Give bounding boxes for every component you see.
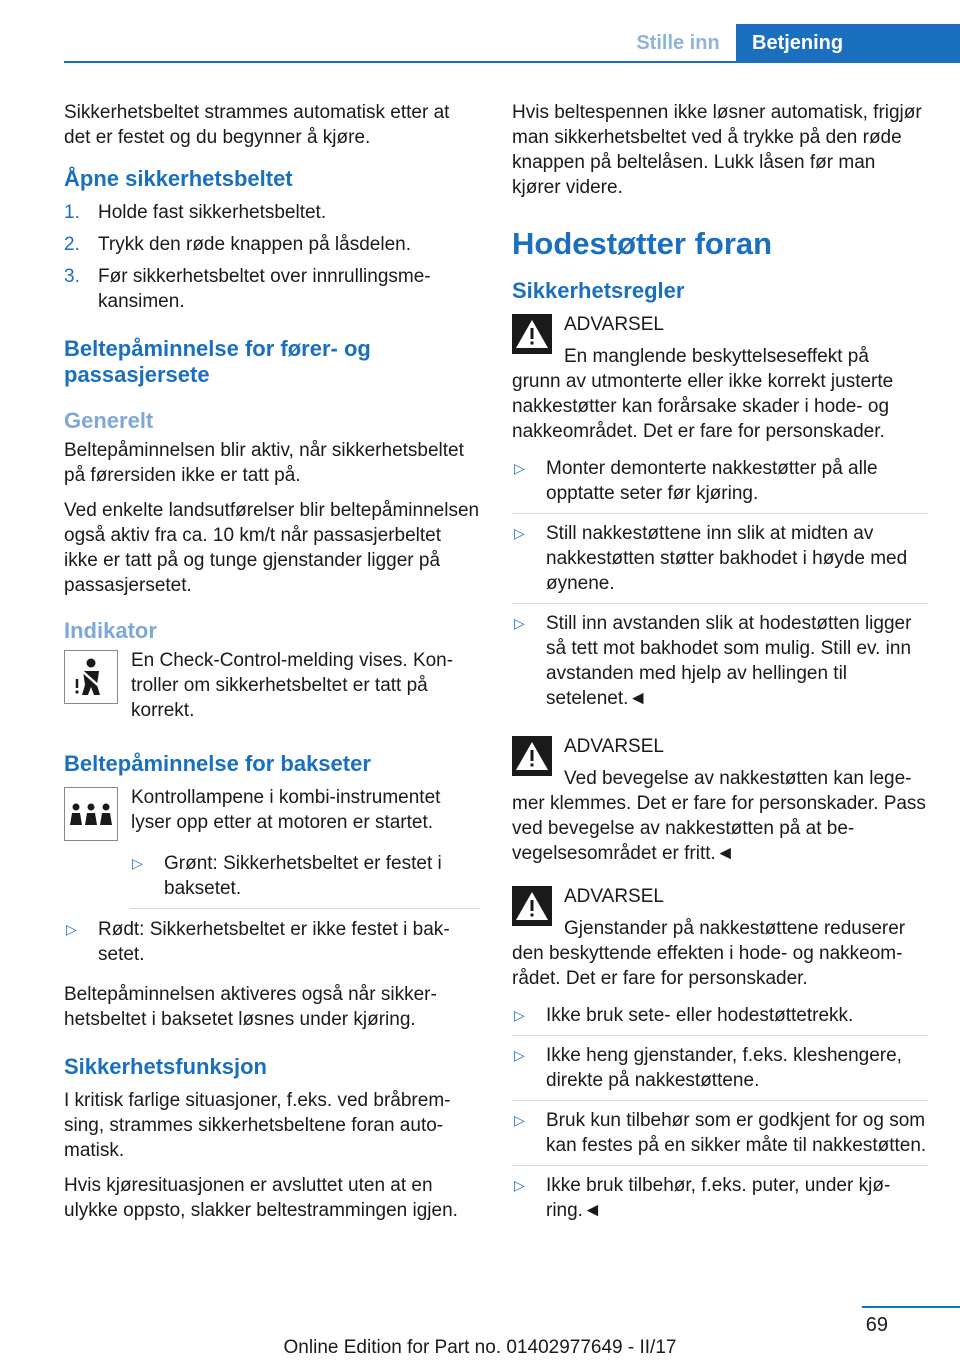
indicator-heading: Indikator bbox=[64, 618, 157, 643]
rear-seatbelt-icon bbox=[64, 787, 118, 841]
warning-block-2 bbox=[512, 734, 928, 866]
bullet-triangle-icon: ▷ bbox=[514, 1177, 525, 1193]
warning-first-line: Gjenstander på nakkestøttene reduserer bbox=[564, 918, 906, 939]
bullet-triangle-icon: ▷ bbox=[514, 525, 525, 541]
footer-edition: Online Edition for Part no. 01402977649 - II/17 bbox=[283, 1337, 677, 1358]
indicator-block bbox=[64, 648, 480, 723]
open-belt-steps bbox=[64, 200, 480, 314]
reminder-heading: Beltepåminnelse for fører- og passasjersete bbox=[64, 336, 371, 387]
list-item: ▷ Bruk kun tilbehør som er godkjent for og som kan festes på en sikker måte til nakkestøtten. bbox=[512, 1108, 928, 1166]
rear-reminder-heading: Beltepåminnelse for bakseter bbox=[64, 751, 371, 776]
warning-block-1 bbox=[512, 312, 928, 444]
warning-text: den beskyttende effekten i hode- og nakkeområdet. Det er fare for personskader. bbox=[512, 943, 903, 989]
bullet-triangle-icon: ▷ bbox=[132, 855, 143, 871]
bullet-triangle-icon: ▷ bbox=[66, 921, 77, 937]
headrest-heading: Hodestøtter foran bbox=[512, 226, 773, 261]
step-text: Trykk den røde knappen på låsdelen. bbox=[98, 234, 411, 255]
general-paragraph-2: Ved enkelte landsutførelser blir beltepåminnelsen også aktiv fra ca. 10 km/t når passasjerbeltet ikke er tatt på og tunge gjenstander ligger på passasjersetet. bbox=[64, 500, 480, 596]
bullet-triangle-icon: ▷ bbox=[514, 1112, 525, 1128]
rear-text: Kontrollampene i kombi-instrumentet lyser opp etter at motoren er startet. bbox=[131, 787, 441, 833]
step-number: 1. bbox=[64, 202, 80, 223]
list-item: ▷ Ikke bruk tilbehør, f.eks. puter, under kjøring.◄ bbox=[514, 1175, 891, 1221]
list-item: ▷ Monter demonterte nakkestøtter på alle opptatte seter før kjøring. bbox=[512, 456, 928, 514]
warning-triangle-icon bbox=[512, 314, 552, 354]
warning-text: mer klemmes. Det er fare for personskader. Pass ved bevegelse av nakkestøtten på at bevegelsesområdet er fritt.◄ bbox=[512, 793, 926, 864]
rear-red-list bbox=[64, 917, 480, 974]
safety-rules-heading: Sikkerhetsregler bbox=[512, 278, 685, 303]
step-number: 2. bbox=[64, 234, 80, 255]
step-number: 3. bbox=[64, 266, 80, 287]
warning-1-list bbox=[512, 456, 928, 718]
header-rule bbox=[64, 61, 960, 63]
bullet-triangle-icon: ▷ bbox=[514, 1007, 525, 1023]
indicator-text: En Check-Control-melding vises. Kontroller om sikkerhetsbeltet er tatt på korrekt. bbox=[131, 650, 454, 721]
page-header bbox=[0, 0, 960, 62]
general-heading: Generelt bbox=[64, 408, 154, 433]
list-item: ▷ Rødt: Sikkerhetsbeltet er ikke festet i baksetet. bbox=[66, 919, 450, 965]
seatbelt-warning-icon bbox=[64, 650, 118, 704]
list-item bbox=[64, 264, 480, 314]
rear-block bbox=[64, 785, 480, 841]
warning-triangle-icon bbox=[512, 886, 552, 926]
warning-text: grunn av utmonterte eller ikke korrekt justerte nakkestøtter kan forårsake skader i hode- og nakkeområdet. Det er fare for personskader. bbox=[512, 371, 894, 442]
general-paragraph-1: Beltepåminnelsen blir aktiv, når sikkerhetsbeltet på førersiden ikke er tatt på. bbox=[64, 440, 464, 486]
tab-stille-inn[interactable]: Stille inn bbox=[636, 32, 720, 54]
list-item bbox=[64, 232, 480, 257]
step-text: Holde fast sikkerhetsbeltet. bbox=[98, 202, 327, 223]
list-item: ▷ Ikke heng gjenstander, f.eks. kleshengere, direkte på nakkestøttene. bbox=[512, 1043, 928, 1101]
list-item: ▷ Ikke bruk sete- eller hodestøttetrekk. bbox=[512, 1003, 928, 1036]
warning-block-3 bbox=[512, 884, 928, 991]
right-intro-paragraph: Hvis beltespennen ikke løsner automatisk, frigjør man sikkerhetsbeltet ved å trykke på den røde knappen på beltelåsen. Lukk låsen før man kjører videre. bbox=[512, 102, 922, 198]
list-item bbox=[64, 200, 480, 225]
open-belt-heading: Åpne sikkerhetsbeltet bbox=[64, 166, 293, 191]
warning-3-list bbox=[512, 1003, 928, 1230]
left-column bbox=[64, 100, 480, 1233]
footer-rule bbox=[862, 1306, 960, 1308]
warning-label: ADVARSEL bbox=[564, 314, 664, 335]
list-item: ▷ Still inn avstanden slik at hodestøtten ligger så tett mot bakhodet som mulig. Still ev. inn avstanden med hjelp av hellingen til setelenet.◄ bbox=[514, 613, 912, 709]
safety-paragraph-2: Hvis kjøresituasjonen er avsluttet uten at en ulykke oppsto, slakker beltestrammingen igjen. bbox=[64, 1175, 458, 1221]
rear-green-list bbox=[130, 851, 480, 909]
warning-label: ADVARSEL bbox=[564, 736, 664, 757]
warning-triangle-icon bbox=[512, 736, 552, 776]
bullet-triangle-icon: ▷ bbox=[514, 1047, 525, 1063]
bullet-triangle-icon: ▷ bbox=[514, 615, 525, 631]
warning-label: ADVARSEL bbox=[564, 886, 664, 907]
list-item: ▷ Grønt: Sikkerhetsbeltet er festet i baksetet. bbox=[130, 851, 480, 909]
safety-paragraph-1: I kritisk farlige situasjoner, f.eks. ved bråbremsing, strammes sikkerhetsbeltene foran automatisk. bbox=[64, 1090, 451, 1161]
right-column bbox=[512, 100, 928, 1238]
safety-function-heading: Sikkerhetsfunksjon bbox=[64, 1054, 267, 1079]
rear-paragraph: Beltepåminnelsen aktiveres også når sikkerhetsbeltet i baksetet løsnes under kjøring. bbox=[64, 984, 437, 1030]
intro-paragraph: Sikkerhetsbeltet strammes automatisk etter at det er festet og du begynner å kjøre. bbox=[64, 102, 450, 148]
warning-first-line: Ved bevegelse av nakkestøtten kan lege- bbox=[564, 768, 912, 789]
page-number: 69 bbox=[865, 1314, 888, 1336]
tab-betjening[interactable]: Betjening bbox=[736, 24, 960, 62]
warning-first-line: En manglende beskyttelseseffekt på bbox=[564, 346, 869, 367]
list-item: ▷ Still nakkestøttene inn slik at midten av nakkestøtten støtter bakhodet i høyde med øynene. bbox=[512, 521, 928, 604]
step-text: Før sikkerhetsbeltet over innrullingsmekansimen. bbox=[98, 266, 431, 312]
bullet-triangle-icon: ▷ bbox=[514, 460, 525, 476]
